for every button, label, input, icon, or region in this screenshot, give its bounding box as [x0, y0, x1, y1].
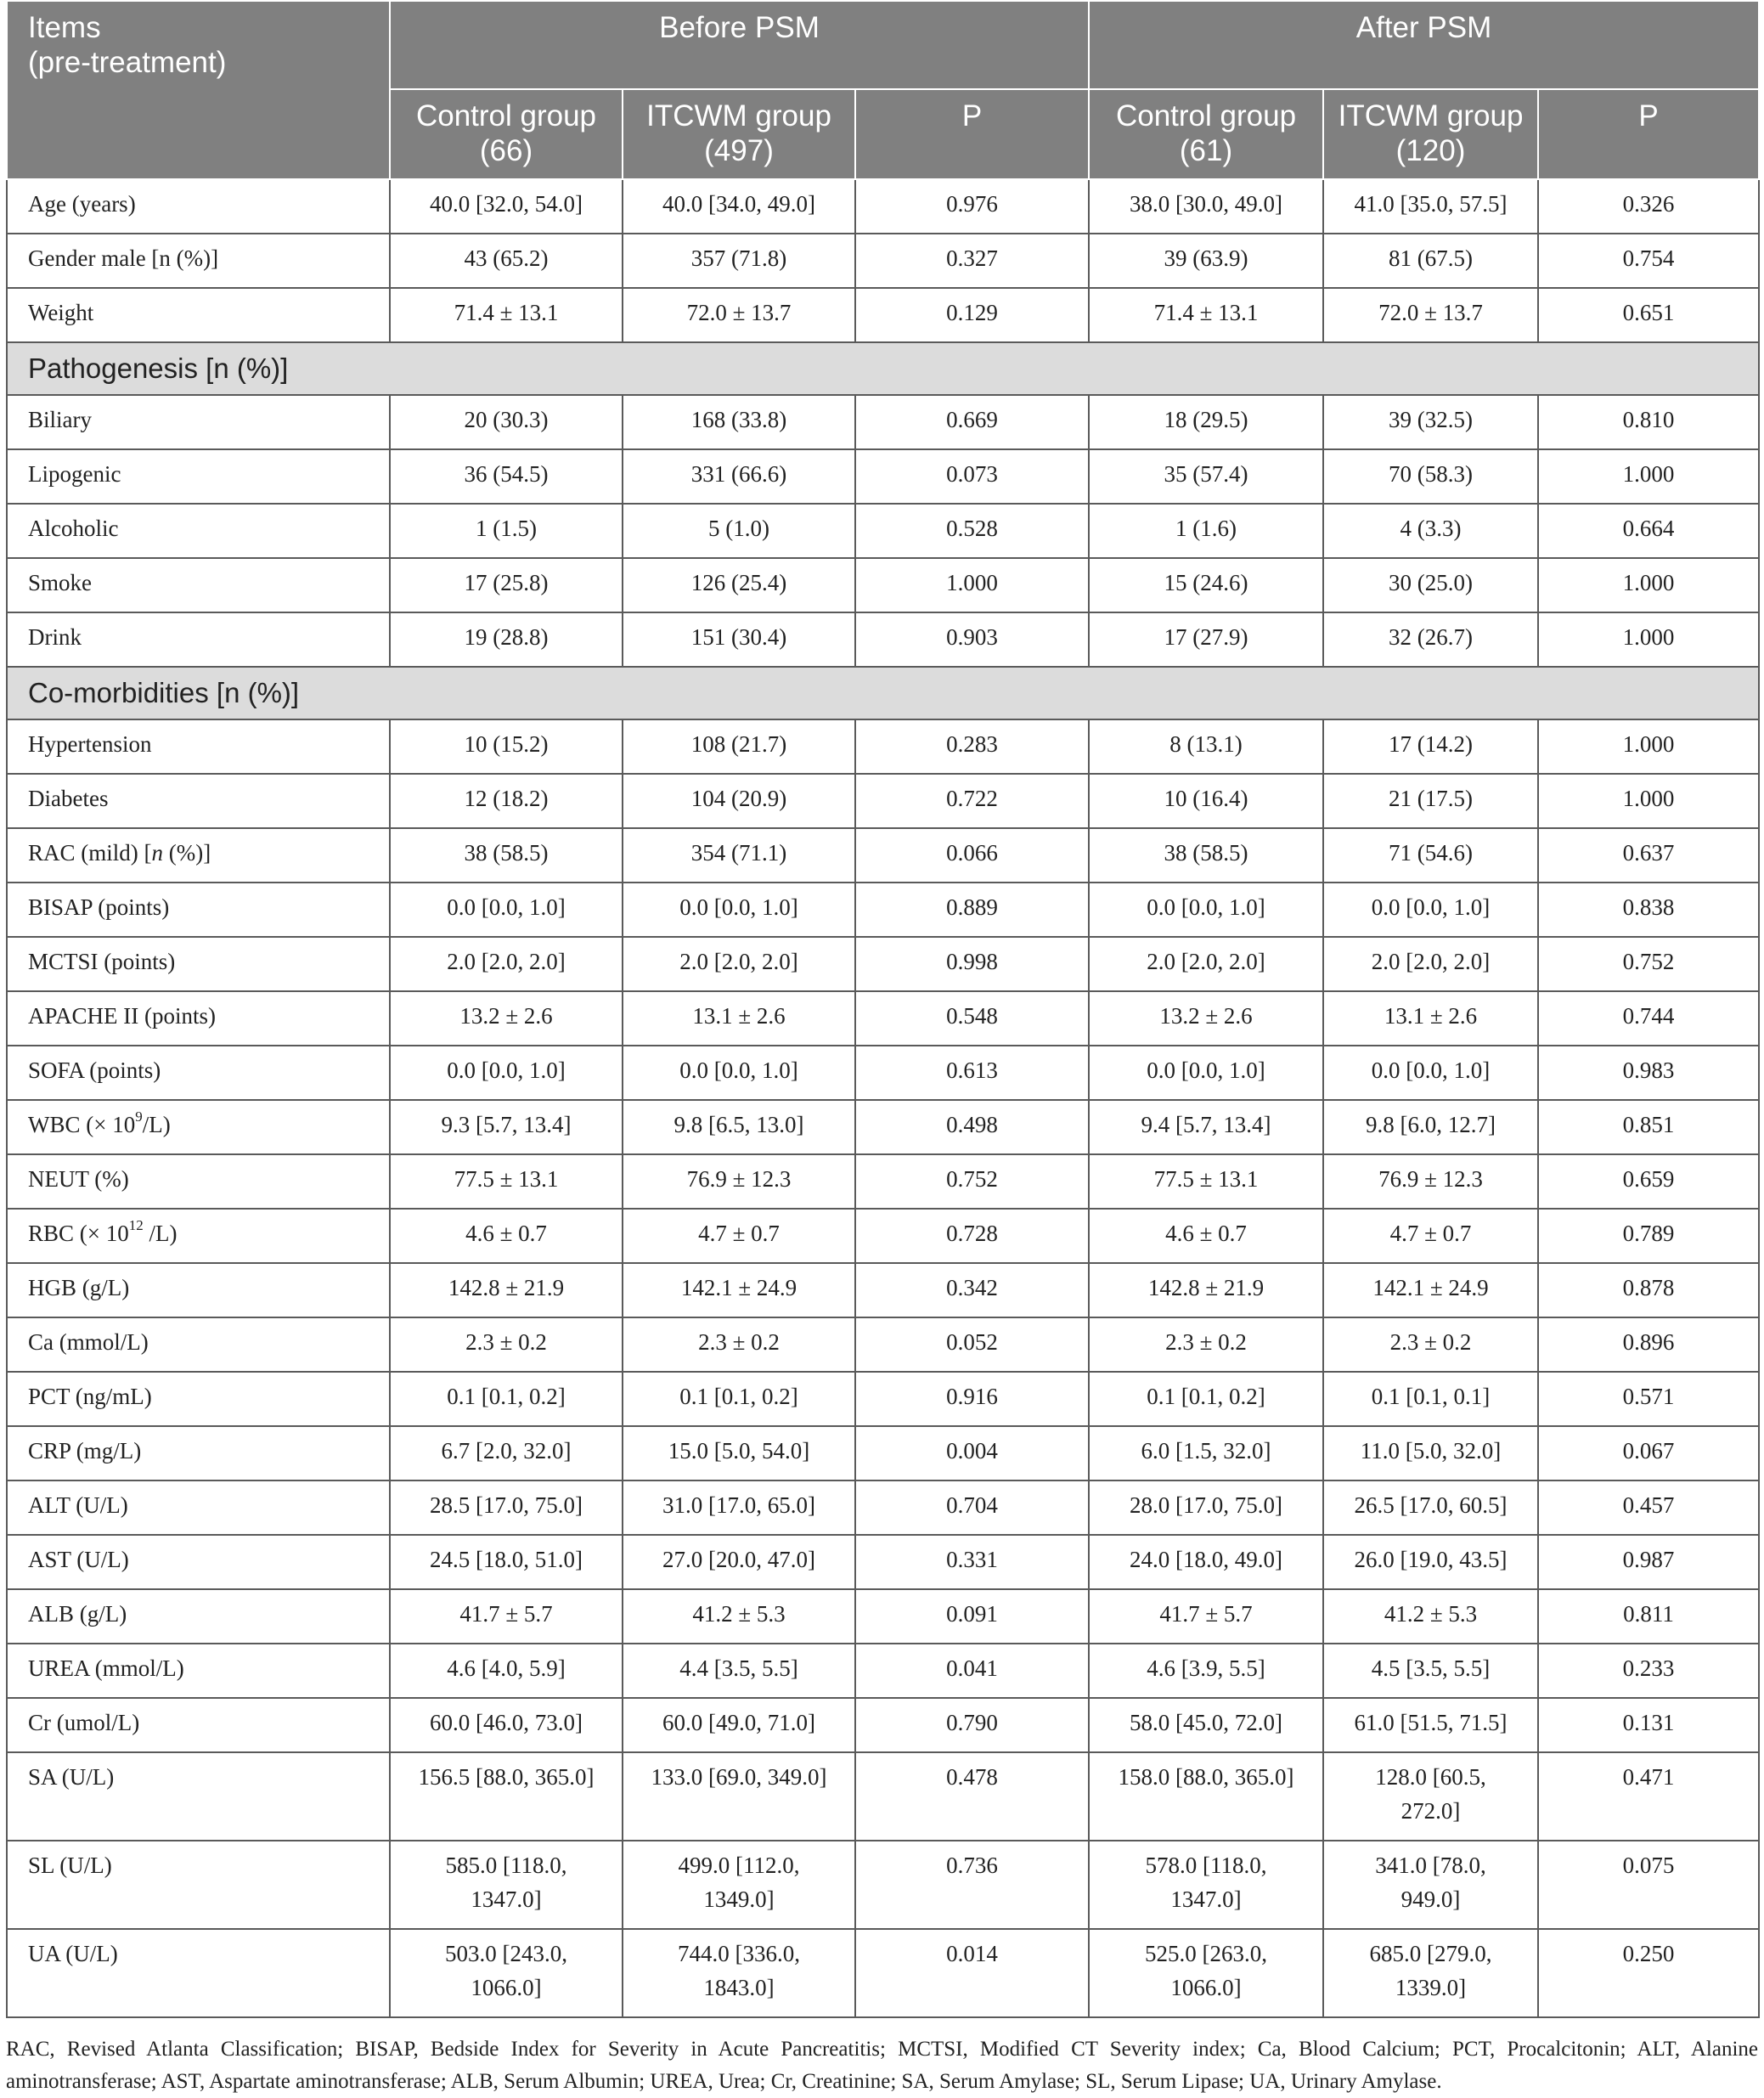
cell-p-after: 0.571	[1538, 1372, 1759, 1426]
document	[6, 0, 1758, 2098]
cell-control-after: 2.0 [2.0, 2.0]	[1089, 937, 1323, 991]
cell-itcwm-before: 40.0 [34.0, 49.0]	[623, 179, 855, 234]
cell-itcwm-before: 126 (25.4)	[623, 558, 855, 612]
cell-itcwm-after: 9.8 [6.0, 12.7]	[1323, 1100, 1538, 1154]
cell-itcwm-after: 0.1 [0.1, 0.1]	[1323, 1372, 1538, 1426]
cell-p-after: 0.637	[1538, 828, 1759, 883]
cell-itcwm-after: 4 (3.3)	[1323, 504, 1538, 558]
cell-p-before: 0.066	[855, 828, 1089, 883]
cell-control-before: 20 (30.3)	[390, 395, 623, 449]
cell-control-before: 9.3 [5.7, 13.4]	[390, 1100, 623, 1154]
section-row	[7, 342, 1759, 395]
table-row	[7, 883, 1759, 937]
cell-p-before: 0.976	[855, 179, 1089, 234]
cell-p-before: 0.478	[855, 1752, 1089, 1841]
table-row	[7, 1426, 1759, 1480]
row-label-part: /L)	[142, 1112, 171, 1137]
cell-p-before: 0.004	[855, 1426, 1089, 1480]
cell-itcwm-after: 4.7 ± 0.7	[1323, 1209, 1538, 1263]
row-label-part: (%)]	[163, 840, 211, 866]
table-row	[7, 1480, 1759, 1535]
cell-p-after: 0.471	[1538, 1752, 1759, 1841]
section-row	[7, 667, 1759, 719]
cell-control-after: 578.0 [118.0, 1347.0]	[1089, 1841, 1323, 1929]
cell-itcwm-after: 76.9 ± 12.3	[1323, 1154, 1538, 1209]
cell-itcwm-after: 2.0 [2.0, 2.0]	[1323, 937, 1538, 991]
cell-control-before: 24.5 [18.0, 51.0]	[390, 1535, 623, 1589]
cell-itcwm-before: 15.0 [5.0, 54.0]	[623, 1426, 855, 1480]
cell-p-before: 0.498	[855, 1100, 1089, 1154]
cell-itcwm-before: 0.0 [0.0, 1.0]	[623, 1046, 855, 1100]
row-label-part: RBC (× 10	[28, 1221, 129, 1246]
items-header-label: Items (pre-treatment)	[28, 11, 227, 79]
cell-control-after: 35 (57.4)	[1089, 449, 1323, 504]
cell-itcwm-before: 27.0 [20.0, 47.0]	[623, 1535, 855, 1589]
items-header	[7, 1, 390, 179]
cell-p-after: 0.744	[1538, 991, 1759, 1046]
row-label: UREA (mmol/L)	[7, 1644, 390, 1698]
cell-itcwm-before: 133.0 [69.0, 349.0]	[623, 1752, 855, 1841]
cell-itcwm-before: 331 (66.6)	[623, 449, 855, 504]
cell-control-before: 71.4 ± 13.1	[390, 288, 623, 342]
cell-itcwm-before: 168 (33.8)	[623, 395, 855, 449]
row-label: Lipogenic	[7, 449, 390, 504]
col-p-after: P	[1538, 89, 1759, 179]
cell-control-after: 38.0 [30.0, 49.0]	[1089, 179, 1323, 234]
cell-control-before: 6.7 [2.0, 32.0]	[390, 1426, 623, 1480]
table-body	[7, 179, 1759, 2017]
cell-p-after: 0.754	[1538, 234, 1759, 288]
row-label: UA (U/L)	[7, 1929, 390, 2017]
table-row	[7, 449, 1759, 504]
cell-p-after: 1.000	[1538, 449, 1759, 504]
cell-control-before: 40.0 [32.0, 54.0]	[390, 179, 623, 234]
row-label: Cr (umol/L)	[7, 1698, 390, 1752]
cell-p-after: 1.000	[1538, 612, 1759, 667]
table-row	[7, 1154, 1759, 1209]
row-label: Smoke	[7, 558, 390, 612]
table-row	[7, 1644, 1759, 1698]
cell-p-after: 1.000	[1538, 558, 1759, 612]
table-row	[7, 828, 1759, 883]
cell-control-before: 0.1 [0.1, 0.2]	[390, 1372, 623, 1426]
cell-itcwm-before: 357 (71.8)	[623, 234, 855, 288]
cell-p-before: 0.129	[855, 288, 1089, 342]
cell-control-after: 38 (58.5)	[1089, 828, 1323, 883]
cell-itcwm-before: 104 (20.9)	[623, 774, 855, 828]
cell-p-before: 0.091	[855, 1589, 1089, 1644]
cell-itcwm-before: 4.4 [3.5, 5.5]	[623, 1644, 855, 1698]
cell-control-after: 6.0 [1.5, 32.0]	[1089, 1426, 1323, 1480]
row-label: MCTSI (points)	[7, 937, 390, 991]
cell-itcwm-after: 11.0 [5.0, 32.0]	[1323, 1426, 1538, 1480]
cell-control-before: 142.8 ± 21.9	[390, 1263, 623, 1317]
cell-itcwm-before: 0.1 [0.1, 0.2]	[623, 1372, 855, 1426]
cell-p-before: 0.752	[855, 1154, 1089, 1209]
table-row	[7, 179, 1759, 234]
cell-itcwm-before: 108 (21.7)	[623, 719, 855, 774]
cell-p-after: 0.664	[1538, 504, 1759, 558]
table-row	[7, 1841, 1759, 1929]
cell-itcwm-before: 499.0 [112.0, 1349.0]	[623, 1841, 855, 1929]
cell-itcwm-after: 21 (17.5)	[1323, 774, 1538, 828]
cell-control-after: 10 (16.4)	[1089, 774, 1323, 828]
cell-control-after: 1 (1.6)	[1089, 504, 1323, 558]
row-label-superscript: 9	[135, 1108, 143, 1125]
cell-control-after: 41.7 ± 5.7	[1089, 1589, 1323, 1644]
cell-control-before: 4.6 [4.0, 5.9]	[390, 1644, 623, 1698]
col-control-after: Control group (61)	[1089, 89, 1323, 179]
table-row	[7, 719, 1759, 774]
col-itcwm-after: ITCWM group (120)	[1323, 89, 1538, 179]
cell-p-before: 0.736	[855, 1841, 1089, 1929]
cell-control-before: 41.7 ± 5.7	[390, 1589, 623, 1644]
cell-p-after: 1.000	[1538, 774, 1759, 828]
table-row	[7, 1317, 1759, 1372]
cell-itcwm-after: 30 (25.0)	[1323, 558, 1538, 612]
cell-itcwm-after: 4.5 [3.5, 5.5]	[1323, 1644, 1538, 1698]
cell-itcwm-before: 72.0 ± 13.7	[623, 288, 855, 342]
cell-p-before: 0.889	[855, 883, 1089, 937]
cell-p-before: 0.041	[855, 1644, 1089, 1698]
cell-control-after: 4.6 [3.9, 5.5]	[1089, 1644, 1323, 1698]
table-row	[7, 1209, 1759, 1263]
cell-control-after: 142.8 ± 21.9	[1089, 1263, 1323, 1317]
row-label: SA (U/L)	[7, 1752, 390, 1841]
row-label: Weight	[7, 288, 390, 342]
cell-p-before: 0.704	[855, 1480, 1089, 1535]
cell-control-before: 2.0 [2.0, 2.0]	[390, 937, 623, 991]
cell-control-before: 17 (25.8)	[390, 558, 623, 612]
before-psm-header: Before PSM	[390, 1, 1089, 89]
row-label: ALT (U/L)	[7, 1480, 390, 1535]
cell-control-after: 71.4 ± 13.1	[1089, 288, 1323, 342]
cell-control-before: 0.0 [0.0, 1.0]	[390, 883, 623, 937]
row-label: Hypertension	[7, 719, 390, 774]
cell-control-before: 13.2 ± 2.6	[390, 991, 623, 1046]
cell-itcwm-before: 5 (1.0)	[623, 504, 855, 558]
cell-itcwm-after: 341.0 [78.0, 949.0]	[1323, 1841, 1538, 1929]
row-label: Age (years)	[7, 179, 390, 234]
cell-control-after: 4.6 ± 0.7	[1089, 1209, 1323, 1263]
row-label: SL (U/L)	[7, 1841, 390, 1929]
cell-control-before: 36 (54.5)	[390, 449, 623, 504]
cell-itcwm-after: 685.0 [279.0, 1339.0]	[1323, 1929, 1538, 2017]
table-row	[7, 1100, 1759, 1154]
cell-control-before: 77.5 ± 13.1	[390, 1154, 623, 1209]
cell-itcwm-before: 0.0 [0.0, 1.0]	[623, 883, 855, 937]
cell-control-after: 9.4 [5.7, 13.4]	[1089, 1100, 1323, 1154]
cell-control-after: 39 (63.9)	[1089, 234, 1323, 288]
cell-p-after: 0.851	[1538, 1100, 1759, 1154]
baseline-characteristics-table	[6, 0, 1760, 2018]
row-label: Biliary	[7, 395, 390, 449]
cell-p-after: 0.878	[1538, 1263, 1759, 1317]
cell-control-after: 158.0 [88.0, 365.0]	[1089, 1752, 1323, 1841]
cell-itcwm-after: 26.0 [19.0, 43.5]	[1323, 1535, 1538, 1589]
cell-itcwm-before: 151 (30.4)	[623, 612, 855, 667]
table-row	[7, 612, 1759, 667]
cell-itcwm-after: 61.0 [51.5, 71.5]	[1323, 1698, 1538, 1752]
cell-itcwm-after: 142.1 ± 24.9	[1323, 1263, 1538, 1317]
cell-control-before: 503.0 [243.0, 1066.0]	[390, 1929, 623, 2017]
cell-control-before: 43 (65.2)	[390, 234, 623, 288]
cell-p-after: 0.131	[1538, 1698, 1759, 1752]
cell-itcwm-after: 72.0 ± 13.7	[1323, 288, 1538, 342]
row-label: HGB (g/L)	[7, 1263, 390, 1317]
row-label-superscript: 12	[128, 1217, 144, 1233]
cell-control-before: 156.5 [88.0, 365.0]	[390, 1752, 623, 1841]
cell-p-after: 0.983	[1538, 1046, 1759, 1100]
cell-control-after: 17 (27.9)	[1089, 612, 1323, 667]
cell-itcwm-after: 128.0 [60.5, 272.0]	[1323, 1752, 1538, 1841]
row-label: BISAP (points)	[7, 883, 390, 937]
cell-itcwm-after: 26.5 [17.0, 60.5]	[1323, 1480, 1538, 1535]
cell-p-before: 0.014	[855, 1929, 1089, 2017]
cell-p-before: 0.998	[855, 937, 1089, 991]
cell-itcwm-before: 744.0 [336.0, 1843.0]	[623, 1929, 855, 2017]
cell-itcwm-before: 76.9 ± 12.3	[623, 1154, 855, 1209]
row-label: PCT (ng/mL)	[7, 1372, 390, 1426]
header-row-groups	[7, 1, 1759, 89]
cell-itcwm-after: 17 (14.2)	[1323, 719, 1538, 774]
row-label: CRP (mg/L)	[7, 1426, 390, 1480]
cell-p-before: 0.916	[855, 1372, 1089, 1426]
row-label: Ca (mmol/L)	[7, 1317, 390, 1372]
cell-control-after: 58.0 [45.0, 72.0]	[1089, 1698, 1323, 1752]
table-row	[7, 1752, 1759, 1841]
cell-p-after: 0.896	[1538, 1317, 1759, 1372]
cell-control-after: 525.0 [263.0, 1066.0]	[1089, 1929, 1323, 2017]
cell-p-after: 0.233	[1538, 1644, 1759, 1698]
row-label: NEUT (%)	[7, 1154, 390, 1209]
cell-control-before: 28.5 [17.0, 75.0]	[390, 1480, 623, 1535]
cell-itcwm-after: 13.1 ± 2.6	[1323, 991, 1538, 1046]
cell-p-after: 0.326	[1538, 179, 1759, 234]
table-row	[7, 1698, 1759, 1752]
cell-itcwm-before: 31.0 [17.0, 65.0]	[623, 1480, 855, 1535]
table-row	[7, 395, 1759, 449]
cell-p-after: 0.250	[1538, 1929, 1759, 2017]
cell-itcwm-after: 32 (26.7)	[1323, 612, 1538, 667]
row-label: Alcoholic	[7, 504, 390, 558]
cell-p-before: 0.073	[855, 449, 1089, 504]
row-label-part: WBC (× 10	[28, 1112, 136, 1137]
table-row	[7, 234, 1759, 288]
table-row	[7, 1589, 1759, 1644]
cell-p-after: 0.789	[1538, 1209, 1759, 1263]
row-label	[7, 1209, 390, 1263]
cell-itcwm-after: 2.3 ± 0.2	[1323, 1317, 1538, 1372]
row-label: Diabetes	[7, 774, 390, 828]
cell-control-after: 28.0 [17.0, 75.0]	[1089, 1480, 1323, 1535]
cell-itcwm-before: 13.1 ± 2.6	[623, 991, 855, 1046]
cell-p-after: 0.838	[1538, 883, 1759, 937]
cell-itcwm-before: 354 (71.1)	[623, 828, 855, 883]
cell-p-before: 0.903	[855, 612, 1089, 667]
cell-itcwm-before: 142.1 ± 24.9	[623, 1263, 855, 1317]
section-title: Co-morbidities [n (%)]	[7, 667, 1759, 719]
cell-p-before: 0.283	[855, 719, 1089, 774]
cell-control-before: 12 (18.2)	[390, 774, 623, 828]
cell-itcwm-after: 0.0 [0.0, 1.0]	[1323, 1046, 1538, 1100]
col-control-before: Control group (66)	[390, 89, 623, 179]
col-itcwm-before: ITCWM group (497)	[623, 89, 855, 179]
cell-control-after: 18 (29.5)	[1089, 395, 1323, 449]
cell-itcwm-after: 81 (67.5)	[1323, 234, 1538, 288]
row-label: AST (U/L)	[7, 1535, 390, 1589]
cell-control-after: 24.0 [18.0, 49.0]	[1089, 1535, 1323, 1589]
table-row	[7, 774, 1759, 828]
table-row	[7, 991, 1759, 1046]
cell-control-after: 0.0 [0.0, 1.0]	[1089, 1046, 1323, 1100]
cell-p-before: 0.669	[855, 395, 1089, 449]
table-row	[7, 558, 1759, 612]
cell-control-before: 2.3 ± 0.2	[390, 1317, 623, 1372]
cell-p-after: 0.075	[1538, 1841, 1759, 1929]
cell-p-after: 0.659	[1538, 1154, 1759, 1209]
cell-control-after: 2.3 ± 0.2	[1089, 1317, 1323, 1372]
cell-control-before: 4.6 ± 0.7	[390, 1209, 623, 1263]
cell-control-after: 0.0 [0.0, 1.0]	[1089, 883, 1323, 937]
cell-p-after: 0.651	[1538, 288, 1759, 342]
after-psm-header: After PSM	[1089, 1, 1759, 89]
section-title: Pathogenesis [n (%)]	[7, 342, 1759, 395]
table-row	[7, 1372, 1759, 1426]
cell-p-before: 1.000	[855, 558, 1089, 612]
cell-control-after: 15 (24.6)	[1089, 558, 1323, 612]
cell-control-before: 60.0 [46.0, 73.0]	[390, 1698, 623, 1752]
cell-itcwm-after: 41.2 ± 5.3	[1323, 1589, 1538, 1644]
cell-p-before: 0.331	[855, 1535, 1089, 1589]
cell-itcwm-after: 70 (58.3)	[1323, 449, 1538, 504]
cell-itcwm-before: 2.0 [2.0, 2.0]	[623, 937, 855, 991]
cell-p-after: 0.067	[1538, 1426, 1759, 1480]
cell-itcwm-after: 41.0 [35.0, 57.5]	[1323, 179, 1538, 234]
row-label: ALB (g/L)	[7, 1589, 390, 1644]
row-label	[7, 828, 390, 883]
cell-control-after: 8 (13.1)	[1089, 719, 1323, 774]
cell-control-after: 13.2 ± 2.6	[1089, 991, 1323, 1046]
cell-p-before: 0.722	[855, 774, 1089, 828]
cell-p-before: 0.342	[855, 1263, 1089, 1317]
table-row	[7, 1046, 1759, 1100]
row-label: SOFA (points)	[7, 1046, 390, 1100]
cell-control-after: 0.1 [0.1, 0.2]	[1089, 1372, 1323, 1426]
row-label-italic: n	[151, 840, 163, 866]
cell-p-after: 0.811	[1538, 1589, 1759, 1644]
table-row	[7, 1535, 1759, 1589]
cell-control-before: 1 (1.5)	[390, 504, 623, 558]
row-label	[7, 1100, 390, 1154]
table-row	[7, 1929, 1759, 2017]
cell-p-before: 0.548	[855, 991, 1089, 1046]
cell-control-before: 19 (28.8)	[390, 612, 623, 667]
cell-itcwm-before: 9.8 [6.5, 13.0]	[623, 1100, 855, 1154]
table-row	[7, 937, 1759, 991]
cell-p-after: 0.810	[1538, 395, 1759, 449]
cell-control-before: 10 (15.2)	[390, 719, 623, 774]
cell-control-before: 38 (58.5)	[390, 828, 623, 883]
cell-itcwm-before: 2.3 ± 0.2	[623, 1317, 855, 1372]
col-p-before: P	[855, 89, 1089, 179]
table-row	[7, 288, 1759, 342]
cell-itcwm-after: 0.0 [0.0, 1.0]	[1323, 883, 1538, 937]
cell-itcwm-after: 39 (32.5)	[1323, 395, 1538, 449]
cell-itcwm-after: 71 (54.6)	[1323, 828, 1538, 883]
row-label: Gender male [n (%)]	[7, 234, 390, 288]
table-row	[7, 1263, 1759, 1317]
cell-p-before: 0.790	[855, 1698, 1089, 1752]
cell-p-after: 0.457	[1538, 1480, 1759, 1535]
cell-p-before: 0.327	[855, 234, 1089, 288]
cell-p-after: 0.752	[1538, 937, 1759, 991]
cell-p-before: 0.728	[855, 1209, 1089, 1263]
row-label: APACHE II (points)	[7, 991, 390, 1046]
cell-itcwm-before: 60.0 [49.0, 71.0]	[623, 1698, 855, 1752]
cell-p-before: 0.528	[855, 504, 1089, 558]
cell-control-before: 585.0 [118.0, 1347.0]	[390, 1841, 623, 1929]
row-label-part: /L)	[143, 1221, 178, 1246]
row-label-part: RAC (mild) [	[28, 840, 152, 866]
cell-control-after: 77.5 ± 13.1	[1089, 1154, 1323, 1209]
cell-control-before: 0.0 [0.0, 1.0]	[390, 1046, 623, 1100]
table-footnote: RAC, Revised Atlanta Classification; BISAP, Bedside Index for Severity in Acute Pancreatitis; MCTSI, Modified CT Severity index; Ca, Blood Calcium; PCT, Procalcitonin; ALT, Alanine aminotransferase; AST, Aspartate aminotransferase; ALB, Serum Albumin; UREA, Urea; Cr, Creatinine; SA, Serum Amylase; SL, Serum Lipase; UA, Urinary Amylase.	[6, 2038, 1758, 2093]
cell-p-before: 0.052	[855, 1317, 1089, 1372]
row-label: Drink	[7, 612, 390, 667]
cell-p-after: 0.987	[1538, 1535, 1759, 1589]
cell-itcwm-before: 4.7 ± 0.7	[623, 1209, 855, 1263]
table-row	[7, 504, 1759, 558]
cell-itcwm-before: 41.2 ± 5.3	[623, 1589, 855, 1644]
cell-p-before: 0.613	[855, 1046, 1089, 1100]
cell-p-after: 1.000	[1538, 719, 1759, 774]
